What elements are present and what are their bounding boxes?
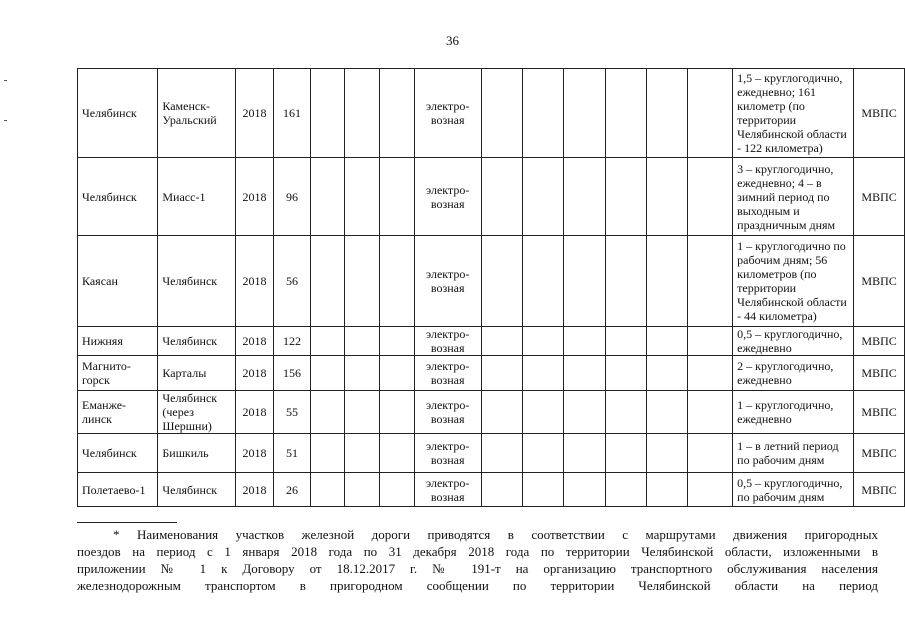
cell-empty <box>523 327 564 356</box>
table-row <box>78 69 905 158</box>
cell-empty <box>564 158 605 236</box>
cell-km: 122 <box>274 327 310 356</box>
cell-empty <box>310 327 345 356</box>
cell-empty <box>564 236 605 327</box>
cell-empty <box>688 434 733 473</box>
cell-schedule: 1 – в летний период по рабочим дням <box>733 434 854 473</box>
table-row <box>78 236 905 327</box>
cell-empty <box>647 158 688 236</box>
cell-operator: МВПС <box>854 236 905 327</box>
cell-empty <box>605 69 646 158</box>
cell-empty <box>605 356 646 391</box>
cell-schedule: 2 – круглогодично, ежедневно <box>733 356 854 391</box>
cell-empty <box>481 236 522 327</box>
cell-empty <box>688 236 733 327</box>
cell-empty <box>310 356 345 391</box>
cell-traction: электро-возная <box>414 473 481 507</box>
cell-km: 51 <box>274 434 310 473</box>
page-number: 36 <box>446 33 459 48</box>
cell-empty <box>310 158 345 236</box>
cell-empty <box>647 473 688 507</box>
cell-empty <box>379 236 414 327</box>
cell-empty <box>647 69 688 158</box>
cell-to: Карталы <box>158 356 235 391</box>
cell-empty <box>523 236 564 327</box>
cell-empty <box>688 158 733 236</box>
cell-empty <box>605 158 646 236</box>
cell-empty <box>481 391 522 434</box>
margin-mark <box>4 120 7 121</box>
cell-km: 161 <box>274 69 310 158</box>
cell-operator: МВПС <box>854 158 905 236</box>
margin-mark <box>4 80 7 81</box>
cell-to: Бишкиль <box>158 434 235 473</box>
cell-empty <box>605 434 646 473</box>
cell-from: Нижняя <box>78 327 158 356</box>
footnote <box>77 526 878 594</box>
cell-from: Челябинск <box>78 69 158 158</box>
cell-operator: МВПС <box>854 473 905 507</box>
cell-empty <box>523 69 564 158</box>
cell-traction: электро-возная <box>414 158 481 236</box>
cell-year: 2018 <box>235 391 274 434</box>
cell-empty <box>481 434 522 473</box>
footnote-rule <box>77 522 177 523</box>
cell-traction: электро-возная <box>414 69 481 158</box>
cell-schedule: 3 – круглогодично, ежедневно; 4 – в зимний период по выходным и праздничным дням <box>733 158 854 236</box>
table-row <box>78 434 905 473</box>
cell-empty <box>481 473 522 507</box>
cell-from: Челябинск <box>78 158 158 236</box>
cell-operator: МВПС <box>854 327 905 356</box>
footnote-line: * Наименования участков железной дороги приводятся в соответствии с маршрутами движения пригородных <box>113 527 878 542</box>
cell-km: 26 <box>274 473 310 507</box>
cell-empty <box>310 391 345 434</box>
cell-empty <box>481 158 522 236</box>
cell-km: 96 <box>274 158 310 236</box>
cell-to: Челябинск <box>158 327 235 356</box>
cell-empty <box>481 69 522 158</box>
cell-from: Каясан <box>78 236 158 327</box>
cell-empty <box>310 434 345 473</box>
cell-to: Каменск-Уральский <box>158 69 235 158</box>
cell-empty <box>647 391 688 434</box>
cell-empty <box>523 158 564 236</box>
cell-empty <box>605 391 646 434</box>
cell-traction: электро-возная <box>414 327 481 356</box>
cell-empty <box>379 356 414 391</box>
cell-empty <box>379 473 414 507</box>
cell-traction: электро-возная <box>414 356 481 391</box>
cell-empty <box>345 473 380 507</box>
cell-empty <box>647 236 688 327</box>
cell-operator: МВПС <box>854 356 905 391</box>
cell-empty <box>564 69 605 158</box>
cell-km: 55 <box>274 391 310 434</box>
cell-empty <box>481 356 522 391</box>
cell-empty <box>523 391 564 434</box>
cell-empty <box>379 391 414 434</box>
footnote-line: приложении № 1 к Договору от 18.12.2017 г. № 191-т на организацию транспортного обслуживания населения <box>77 561 878 576</box>
table-row <box>78 327 905 356</box>
cell-to: Челябинск <box>158 236 235 327</box>
table-row <box>78 473 905 507</box>
cell-empty <box>379 69 414 158</box>
table-row <box>78 158 905 236</box>
cell-empty <box>523 473 564 507</box>
cell-from: Магнито-горск <box>78 356 158 391</box>
cell-year: 2018 <box>235 473 274 507</box>
cell-traction: электро-возная <box>414 236 481 327</box>
cell-empty <box>345 236 380 327</box>
cell-empty <box>345 69 380 158</box>
footnote-line: поездов на период с 1 января 2018 года по 31 декабря 2018 года по территории Челябинской области, изложенными в <box>77 544 878 559</box>
cell-empty <box>688 391 733 434</box>
cell-empty <box>688 69 733 158</box>
cell-traction: электро-возная <box>414 434 481 473</box>
cell-empty <box>379 158 414 236</box>
cell-empty <box>605 327 646 356</box>
footnote-line: железнодорожным транспортом в пригородном сообщении по территории Челябинской области на период <box>77 578 878 593</box>
cell-empty <box>345 391 380 434</box>
cell-year: 2018 <box>235 356 274 391</box>
cell-empty <box>523 356 564 391</box>
cell-empty <box>564 434 605 473</box>
cell-to: Челябинск <box>158 473 235 507</box>
cell-empty <box>564 391 605 434</box>
cell-operator: МВПС <box>854 434 905 473</box>
cell-empty <box>345 434 380 473</box>
cell-empty <box>564 473 605 507</box>
cell-km: 156 <box>274 356 310 391</box>
cell-empty <box>345 356 380 391</box>
cell-year: 2018 <box>235 434 274 473</box>
cell-empty <box>647 327 688 356</box>
cell-schedule: 1,5 – круглогодично, ежедневно; 161 километр (по территории Челябинской области - 122 километра) <box>733 69 854 158</box>
cell-empty <box>379 434 414 473</box>
cell-schedule: 0,5 – круглогодично, по рабочим дням <box>733 473 854 507</box>
cell-schedule: 0,5 – круглогодично, ежедневно <box>733 327 854 356</box>
cell-empty <box>379 327 414 356</box>
cell-year: 2018 <box>235 236 274 327</box>
cell-year: 2018 <box>235 327 274 356</box>
cell-km: 56 <box>274 236 310 327</box>
cell-from: Еманже-линск <box>78 391 158 434</box>
table-row <box>78 391 905 434</box>
cell-from: Челябинск <box>78 434 158 473</box>
cell-year: 2018 <box>235 158 274 236</box>
cell-year: 2018 <box>235 69 274 158</box>
cell-operator: МВПС <box>854 391 905 434</box>
cell-empty <box>564 327 605 356</box>
cell-empty <box>310 473 345 507</box>
cell-empty <box>605 236 646 327</box>
cell-empty <box>688 356 733 391</box>
cell-empty <box>688 327 733 356</box>
cell-empty <box>605 473 646 507</box>
cell-to: Челябинск (через Шершни) <box>158 391 235 434</box>
cell-empty <box>345 158 380 236</box>
cell-from: Полетаево-1 <box>78 473 158 507</box>
cell-empty <box>564 356 605 391</box>
cell-empty <box>310 236 345 327</box>
cell-schedule: 1 – круглогодично по рабочим дням; 56 километров (по территории Челябинской области - 44 километра) <box>733 236 854 327</box>
cell-empty <box>310 69 345 158</box>
cell-empty <box>688 473 733 507</box>
cell-operator: МВПС <box>854 69 905 158</box>
cell-empty <box>345 327 380 356</box>
cell-empty <box>481 327 522 356</box>
routes-table <box>77 68 905 507</box>
cell-empty <box>647 356 688 391</box>
cell-to: Миасс-1 <box>158 158 235 236</box>
cell-traction: электро-возная <box>414 391 481 434</box>
cell-schedule: 1 – круглогодично, ежедневно <box>733 391 854 434</box>
table-row <box>78 356 905 391</box>
cell-empty <box>523 434 564 473</box>
cell-empty <box>647 434 688 473</box>
